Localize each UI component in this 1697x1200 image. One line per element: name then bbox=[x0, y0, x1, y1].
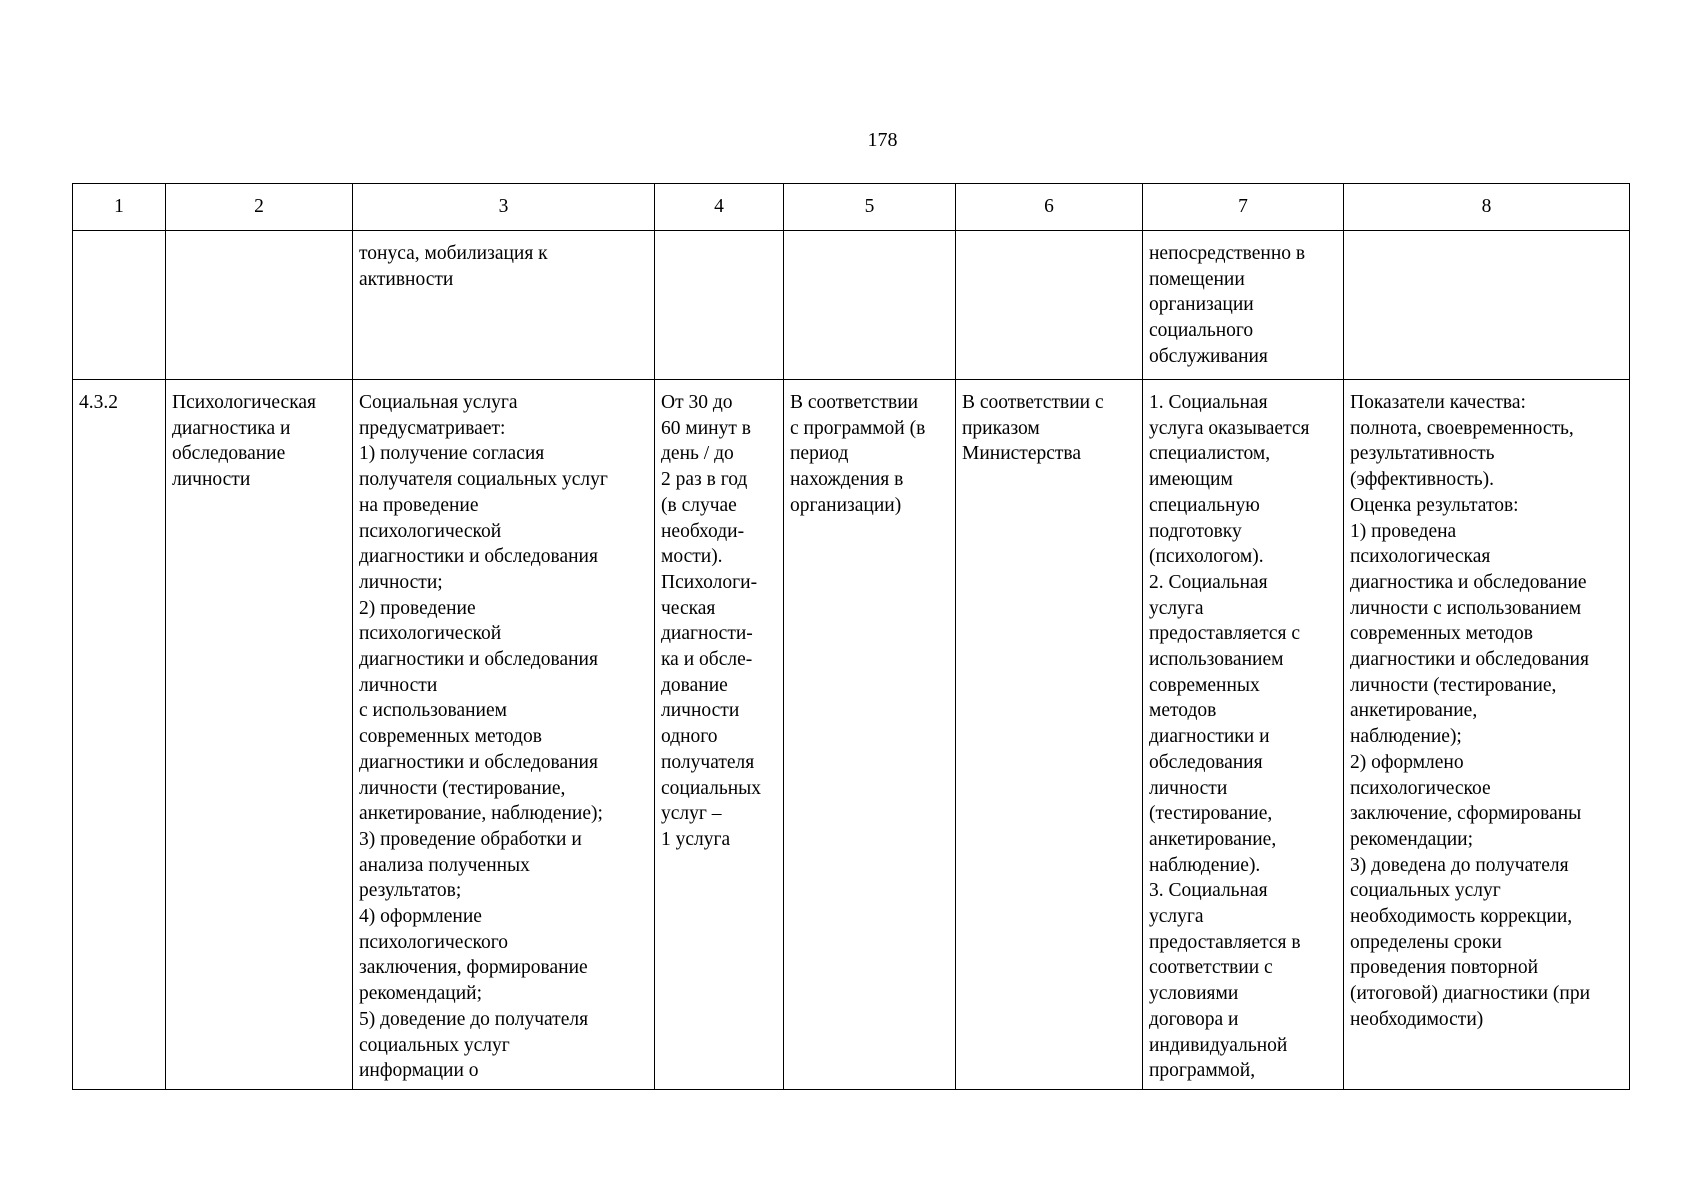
header-cell: 7 bbox=[1143, 184, 1344, 231]
cell-terms: В соответствии с программой (в период нахождения в организации) bbox=[784, 380, 956, 1090]
header-cell: 5 bbox=[784, 184, 956, 231]
header-cell: 2 bbox=[166, 184, 353, 231]
header-cell: 4 bbox=[655, 184, 784, 231]
cell-number bbox=[73, 231, 166, 380]
cell-service-name: Психологическая диагностика и обследование личности bbox=[166, 380, 353, 1090]
cell-tariff bbox=[956, 231, 1143, 380]
header-cell: 1 bbox=[73, 184, 166, 231]
cell-description: Социальная услуга предусматривает: 1) получение согласия получателя социальных услуг на проведение психологической диагностики и обследования личности; 2) проведение психологической диагностики и обследования личности с использованием современных методов диагностики и обследования личности (тестирование, анкетирование, наблюдение); 3) проведение обработки и анализа полученных результатов; 4) оформление психологического заключения, формирование рекомендаций; 5) доведение до получателя социальных услуг информации о bbox=[353, 380, 655, 1090]
cell-conditions: непосредственно в помещении организации социального обслуживания bbox=[1143, 231, 1344, 380]
cell-quality bbox=[1344, 231, 1630, 380]
cell-volume: От 30 до 60 минут в день / до 2 раз в год (в случае необходи- мости). Психологи- ческая диагности- ка и обсле- дование личности одного получателя социальных услуг – 1 услуга bbox=[655, 380, 784, 1090]
cell-quality: Показатели качества: полнота, своевременность, результативность (эффективность). Оценка результатов: 1) проведена психологическая диагностика и обследование личности с использованием современных методов диагностики и обследования личности (тестирование, анкетирование, наблюдение); 2) оформлено психологическое заключение, сформированы рекомендации; 3) доведена до получателя социальных услуг необходимость коррекции, определены сроки проведения повторной (итоговой) диагностики (при необходимости) bbox=[1344, 380, 1630, 1090]
cell-volume bbox=[655, 231, 784, 380]
table-header-row bbox=[73, 184, 1630, 231]
cell-tariff: В соответствии с приказом Министерства bbox=[956, 380, 1143, 1090]
table-row bbox=[73, 380, 1630, 1090]
header-cell: 6 bbox=[956, 184, 1143, 231]
cell-description: тонуса, мобилизация к активности bbox=[353, 231, 655, 380]
page-number: 178 bbox=[867, 129, 898, 151]
services-table bbox=[72, 183, 1630, 1090]
header-cell: 8 bbox=[1344, 184, 1630, 231]
cell-terms bbox=[784, 231, 956, 380]
cell-conditions: 1. Социальная услуга оказывается специалистом, имеющим специальную подготовку (психологом). 2. Социальная услуга предоставляется с использованием современных методов диагностики и обследования личности (тестирование, анкетирование, наблюдение). 3. Социальная услуга предоставляется в соответствии с условиями договора и индивидуальной программой, bbox=[1143, 380, 1344, 1090]
table-row bbox=[73, 231, 1630, 380]
header-cell: 3 bbox=[353, 184, 655, 231]
cell-service-name bbox=[166, 231, 353, 380]
cell-number: 4.3.2 bbox=[73, 380, 166, 1090]
